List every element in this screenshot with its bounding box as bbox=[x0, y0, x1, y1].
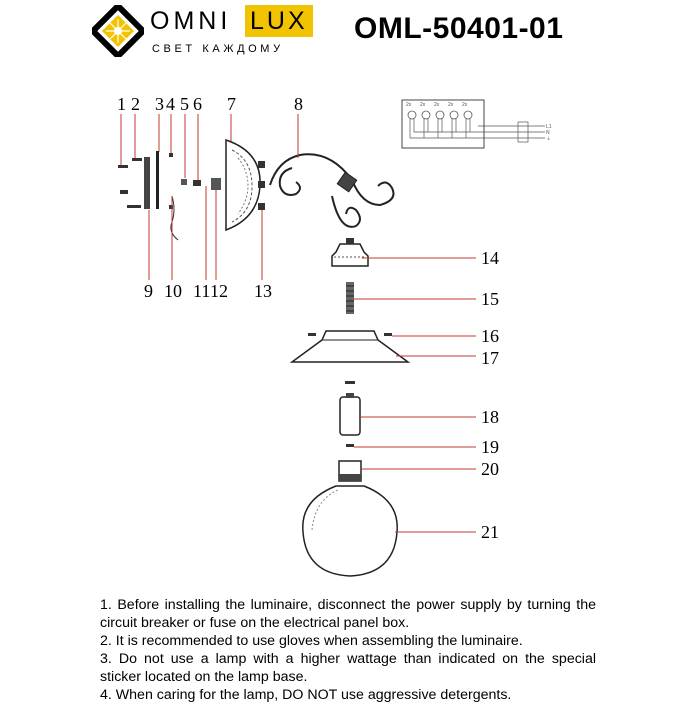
label-17: 17 bbox=[481, 348, 499, 368]
label-13: 13 bbox=[254, 281, 272, 301]
wiring-terminal-2: 2x bbox=[420, 102, 426, 108]
label-21: 21 bbox=[481, 522, 499, 542]
model-number: OML-50401-01 bbox=[354, 12, 564, 45]
label-8: 8 bbox=[294, 94, 303, 114]
brand-omni: OMNI bbox=[150, 7, 232, 35]
wiring-line-n: N bbox=[546, 130, 550, 136]
brand-lux: LUX bbox=[250, 7, 308, 35]
lamp-parts bbox=[292, 238, 408, 576]
instruction-1: 1. Before installing the luminaire, disconnect the power supply by turning the circuit breaker or fuse on the electrical panel box. bbox=[100, 597, 596, 631]
wiring-diagram bbox=[402, 100, 552, 148]
brand-tagline: СВЕТ КАЖДОМУ bbox=[152, 43, 284, 55]
bolts bbox=[258, 161, 265, 210]
wiring-terminal-3: 2x bbox=[434, 102, 440, 108]
wiring-line-ground: ⏚ bbox=[546, 136, 552, 142]
label-20: 20 bbox=[481, 459, 499, 479]
label-16: 16 bbox=[481, 326, 499, 346]
canopy bbox=[226, 140, 260, 230]
wiring-line-l1: L1 bbox=[546, 124, 552, 130]
label-2: 2 bbox=[131, 94, 140, 114]
label-6: 6 bbox=[193, 94, 202, 114]
label-10: 10 bbox=[164, 281, 182, 301]
label-5: 5 bbox=[180, 94, 189, 114]
label-19: 19 bbox=[481, 437, 499, 457]
label-18: 18 bbox=[481, 407, 499, 427]
wiring-terminal-1: 2x bbox=[406, 102, 412, 108]
decorative-arm bbox=[270, 154, 394, 227]
label-7: 7 bbox=[227, 94, 236, 114]
safety-instructions bbox=[100, 596, 596, 704]
label-12: 12 bbox=[210, 281, 228, 301]
wiring-terminal-4: 2x bbox=[448, 102, 454, 108]
instruction-3: 3. Do not use a lamp with a higher wattage than indicated on the special sticker located on the lamp base. bbox=[100, 651, 596, 685]
label-11: 11 bbox=[193, 281, 211, 301]
label-4: 4 bbox=[166, 94, 175, 114]
instruction-4: 4. When caring for the lamp, DO NOT use aggressive detergents. bbox=[100, 687, 512, 703]
label-9: 9 bbox=[144, 281, 153, 301]
wiring-terminal-5: 2x bbox=[462, 102, 468, 108]
label-1: 1 bbox=[117, 94, 126, 114]
label-3: 3 bbox=[155, 94, 164, 114]
instruction-2: 2. It is recommended to use gloves when assembling the luminaire. bbox=[100, 633, 523, 649]
label-14: 14 bbox=[481, 248, 499, 268]
label-15: 15 bbox=[481, 289, 499, 309]
